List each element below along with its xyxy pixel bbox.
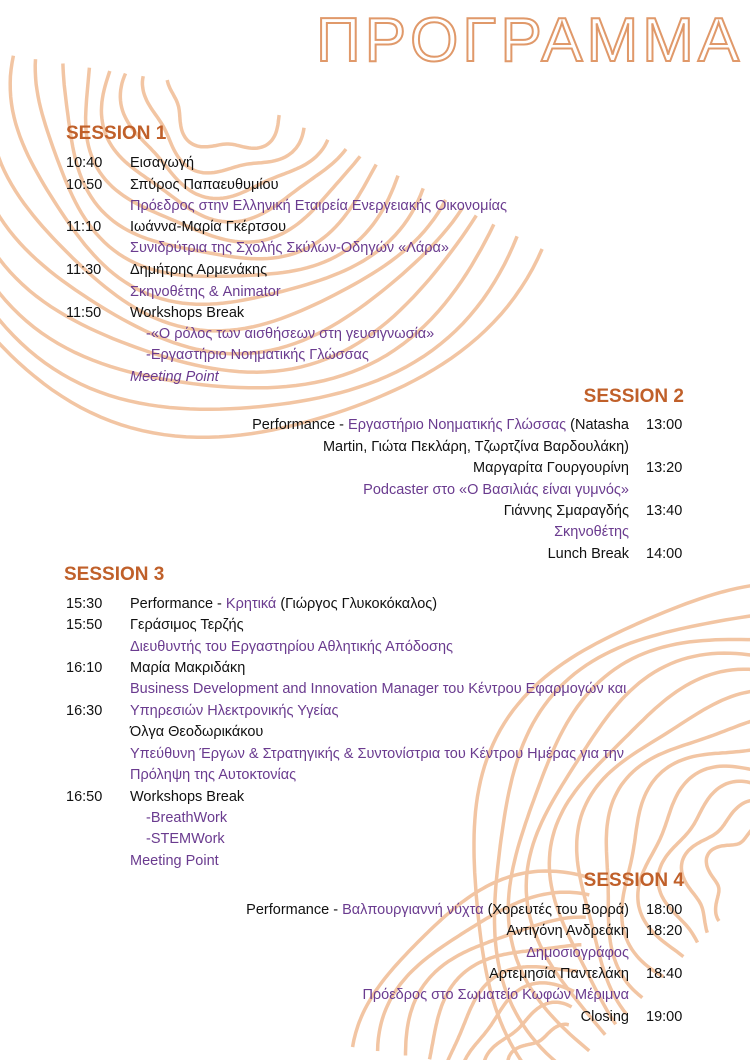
time-1340: 13:40	[646, 503, 683, 519]
speaker-name: Γεράσιμος Τερζής	[130, 617, 244, 633]
speaker-name: Σπύρος Παπαευθυμίου	[130, 177, 279, 193]
speaker-role-cont: Υπηρεσιών Ηλεκτρονικής Υγείας	[130, 703, 339, 719]
time-1800: 18:00	[646, 902, 683, 918]
meeting-point: Meeting Point	[130, 369, 219, 385]
time-1530: 15:30	[66, 596, 103, 612]
speaker-name: Δημήτρης Αρμενάκης	[130, 262, 268, 278]
speaker-role: Διευθυντής του Εργαστηρίου Αθλητικής Απόδοσης	[130, 639, 454, 655]
time-1650: 16:50	[66, 789, 103, 805]
time-1300: 13:00	[646, 417, 683, 433]
speaker-name: Όλγα Θεοδωρικάκου	[130, 724, 264, 740]
session-4-heading: SESSION 4	[583, 870, 684, 891]
performance-performers: (Γιώργος Γλυκοκόκαλος)	[276, 596, 438, 612]
speaker-role: Συνιδρύτρια της Σχολής Σκύλων-Οδηγών «Λάρα»	[130, 240, 449, 256]
performance-title: Εργαστήριο Νοηματικής Γλώσσας	[348, 417, 567, 433]
performance-performers: (Χορευτές του Βορρά)	[483, 902, 629, 918]
workshop-item: -«Ο ρόλος των αισθήσεων στη γευσιγνωσία»	[146, 326, 435, 342]
speaker-role: Σκηνοθέτης & Animator	[130, 284, 281, 300]
speaker-role: Πρόεδρος στην Ελληνική Εταιρεία Ενεργειακής Οικονομίας	[130, 198, 508, 214]
performance-title: Βαλπουργιαννή νύχτα	[342, 902, 484, 918]
meeting-point: Meeting Point	[130, 853, 219, 869]
time-1130: 11:30	[66, 262, 102, 278]
time-1110: 11:10	[66, 219, 102, 235]
page-title: ΠΡΟΓΡΑΜΜΑ	[316, 6, 744, 75]
time-1040: 10:40	[66, 155, 103, 171]
session-1-heading: SESSION 1	[66, 123, 167, 144]
time-1840: 18:40	[646, 966, 683, 982]
speaker-role: Σκηνοθέτης	[554, 524, 629, 540]
time-1050: 10:50	[66, 177, 103, 193]
session-2-heading: SESSION 2	[583, 386, 684, 407]
speaker-name: Αρτεμησία Παντελάκη	[489, 966, 629, 982]
performance-line	[246, 902, 629, 918]
speaker-role: Πρόεδρος στο Σωματείο Κωφών Μέριμνα	[362, 987, 629, 1003]
time-1400: 14:00	[646, 546, 683, 562]
speaker-role: Δημοσιογράφος	[526, 945, 629, 961]
speaker-role: Υπεύθυνη Έργων & Στρατηγικής & Συντονίστρια του Κέντρου Ημέρας για την	[130, 746, 625, 762]
performance-title: Κρητικά	[225, 596, 277, 612]
performance-label: Performance -	[252, 417, 349, 433]
time-1630: 16:30	[66, 703, 103, 719]
speaker-name: Αντιγόνη Ανδρεάκη	[506, 923, 629, 939]
workshop-item: -BreathWork	[146, 810, 228, 826]
workshops-break: Workshops Break	[130, 305, 245, 321]
closing: Closing	[580, 1009, 629, 1025]
time-1320: 13:20	[646, 460, 683, 476]
performance-performers: (Natasha	[566, 417, 629, 433]
time-1820: 18:20	[646, 923, 683, 939]
speaker-name: Μαργαρίτα Γουργουρίνη	[472, 460, 629, 476]
time-1550: 15:50	[66, 617, 103, 633]
speaker-name: Μαρία Μακριδάκη	[130, 660, 246, 676]
session-3-heading: SESSION 3	[64, 564, 165, 585]
workshops-break: Workshops Break	[130, 789, 245, 805]
performance-line	[130, 596, 437, 612]
performance-line	[252, 417, 629, 433]
time-1900: 19:00	[646, 1009, 683, 1025]
wave-line	[706, 824, 750, 921]
time-1610: 16:10	[66, 660, 103, 676]
performance-label: Performance -	[130, 596, 226, 612]
workshop-item: -STEMWork	[146, 831, 225, 847]
wave-line	[167, 80, 279, 148]
performance-performers-cont: Martin, Γιώτα Πεκλάρη, Τζωρτζίνα Βαρδουλάκη)	[322, 439, 629, 455]
speaker-name: Γιάννης Σμαραγδής	[503, 503, 629, 519]
speaker-role: Business Development and Innovation Manager του Κέντρου Εφαρμογών και	[130, 681, 627, 697]
performance-label: Performance -	[246, 902, 343, 918]
time-1150: 11:50	[66, 305, 102, 321]
speaker-name: Ιωάννα-Μαρία Γκέρτσου	[130, 219, 286, 235]
lunch-break: Lunch Break	[547, 546, 629, 562]
speaker-role-cont: Πρόληψη της Αυτοκτονίας	[130, 767, 297, 783]
workshop-item: -Εργαστήριο Νοηματικής Γλώσσας	[146, 347, 369, 363]
intro-text: Εισαγωγή	[130, 155, 195, 171]
speaker-role: Podcaster στο «Ο Βασιλιάς είναι γυμνός»	[363, 482, 629, 498]
